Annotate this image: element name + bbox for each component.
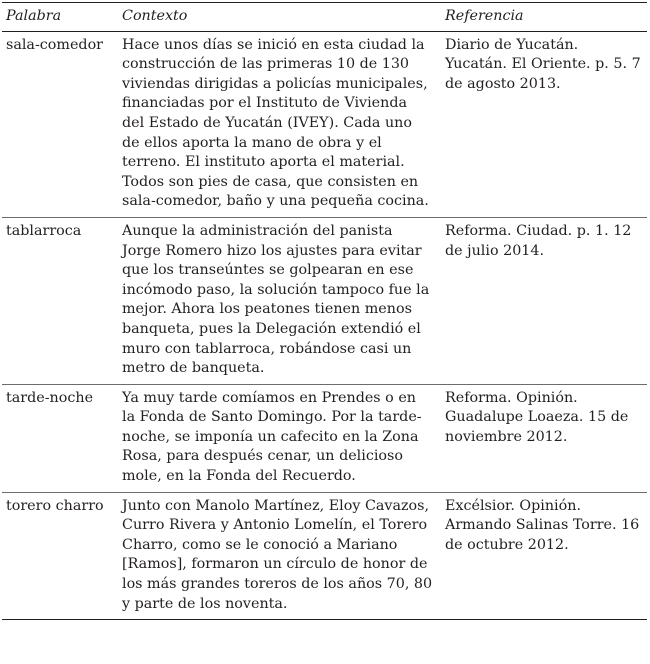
cell-referencia: Diario de Yucatán. Yucatán. El Oriente. p. 5. 7 de agosto 2013.: [441, 31, 647, 217]
cell-palabra: tarde-noche: [2, 384, 118, 492]
table-row: [2, 492, 647, 620]
header-contexto: Contexto: [118, 3, 441, 32]
cell-palabra: tablarroca: [2, 217, 118, 384]
cell-referencia: Excélsior. Opinión. Armando Salinas Torre. 16 de octubre 2012.: [441, 492, 647, 620]
cell-contexto: Junto con Manolo Martínez, Eloy Cavazos, Curro Rivera y Antonio Lomelín, el Torero Charro, como se le conoció a Mariano [Ramos], formaron un círculo de honor de los más grandes toreros de los años 70, 80 y parte de los noventa.: [118, 492, 441, 620]
header-referencia: Referencia: [441, 3, 647, 32]
header-palabra: Palabra: [2, 3, 118, 32]
table-row: [2, 217, 647, 384]
cell-contexto: Aunque la administración del panista Jorge Romero hizo los ajustes para evitar que los transeúntes se golpearan en ese incómodo paso, la solución tampoco fue la mejor. Ahora los peatones tienen menos banqueta, pues la Delegación extendió el muro con tablarroca, robándose casi un metro de banqueta.: [118, 217, 441, 384]
cell-referencia: Reforma. Opinión. Guadalupe Loaeza. 15 de noviembre 2012.: [441, 384, 647, 492]
table-header: [2, 3, 647, 32]
cell-contexto: Ya muy tarde comíamos en Prendes o en la Fonda de Santo Domingo. Por la tarde-noche, se imponía un cafecito en la Zona Rosa, para después cenar, un delicioso mole, en la Fonda del Recuerdo.: [118, 384, 441, 492]
cell-palabra: sala-comedor: [2, 31, 118, 217]
citations-table: [2, 2, 647, 620]
cell-palabra: torero charro: [2, 492, 118, 620]
cell-referencia: Reforma. Ciudad. p. 1. 12 de julio 2014.: [441, 217, 647, 384]
cell-contexto: Hace unos días se inició en esta ciudad la construcción de las primeras 10 de 130 viviendas dirigidas a policías municipales, financiadas por el Instituto de Vivienda del Estado de Yucatán (IVEY). Cada uno de ellos aporta la mano de obra y el terreno. El instituto aporta el material. Todos son pies de casa, que consisten en sala-comedor, baño y una pequeña cocina.: [118, 31, 441, 217]
table-row: [2, 384, 647, 492]
header-row: [2, 3, 647, 32]
table-body: [2, 31, 647, 620]
table-row: [2, 31, 647, 217]
